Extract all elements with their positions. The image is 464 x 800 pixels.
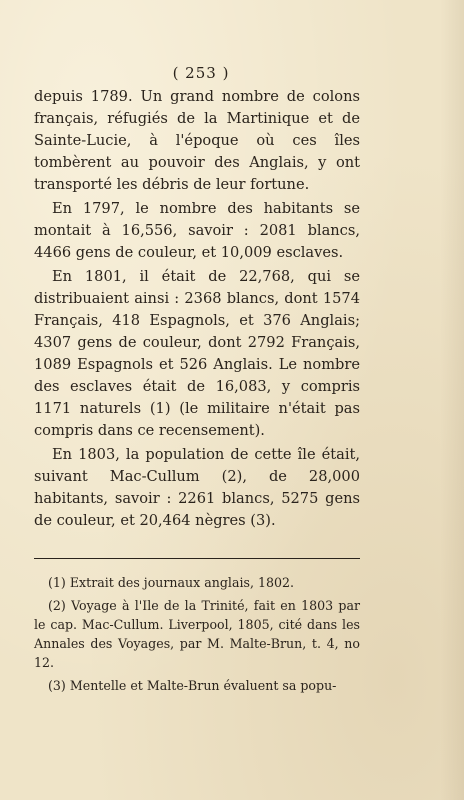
book-page (34, 64, 360, 699)
footnote-1: (1) Extrait des journaux anglais, 1802. (48, 575, 295, 590)
paragraph-continuation: depuis 1789. Un grand nombre de colons français, réfugiés de la Martinique et de Sainte-Lucie, à l'époque où ces îles tombèrent au pouvoir des Anglais, y ont transporté les débris de leur fortune. (34, 88, 360, 193)
main-text (34, 86, 360, 532)
footnote-divider (34, 558, 360, 559)
footnotes (34, 573, 360, 695)
footnote-2: (2) Voyage à l'Ile de la Trinité, fait en 1803 par le cap. Mac-Cullum. Liverpool, 1805, cité dans les Annales des Voyages, par M. Malte-Brun, t. 4, no 12. (34, 598, 360, 670)
paragraph-1803: En 1803, la population de cette île était, suivant Mac-Cullum (2), de 28,000 habitants, savoir : 2261 blancs, 5275 gens de couleur, et 20,464 nègres (3). (34, 446, 360, 529)
page-number: ( 253 ) (172, 64, 230, 82)
paragraph-1797: En 1797, le nombre des habitants se montait à 16,556, savoir : 2081 blancs, 4466 gens de couleur, et 10,009 esclaves. (34, 200, 360, 261)
page-edge-shadow (440, 0, 464, 800)
paragraph-1801: En 1801, il était de 22,768, qui se distribuaient ainsi : 2368 blancs, dont 1574 Français, 418 Espagnols, et 376 Anglais; 4307 gens de couleur, dont 2792 Français, 1089 Espagnols et 526 Anglais. Le nombre des esclaves était de 16,083, y compris 1171 naturels (1) (le militaire n'était pas compris dans ce recensement). (34, 268, 360, 439)
footnote-3: (3) Mentelle et Malte-Brun évaluent sa popu- (48, 678, 337, 693)
